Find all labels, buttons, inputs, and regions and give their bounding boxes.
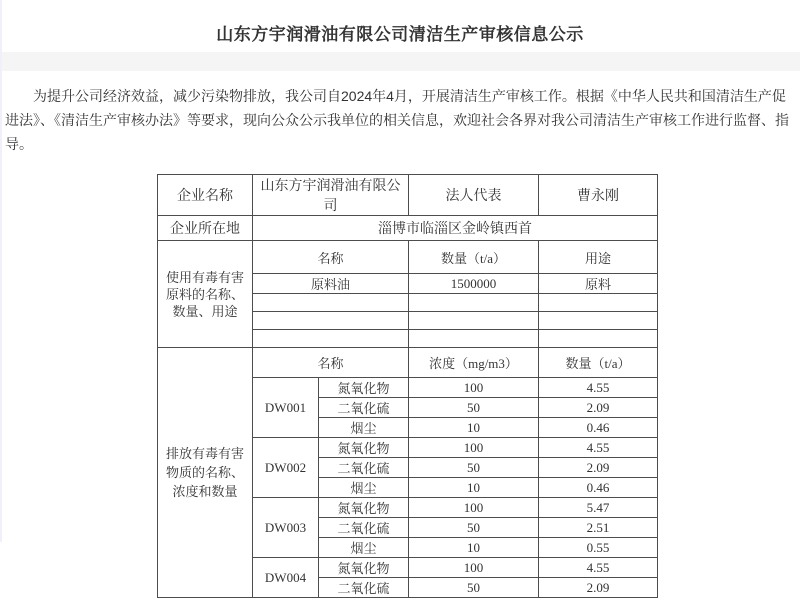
- table-cell: 烟尘: [319, 478, 409, 498]
- company-value-cell: 山东方宇润滑油有限公司: [253, 175, 409, 216]
- table-cell: 50: [409, 518, 539, 538]
- column-header: 数量（t/a）: [409, 241, 539, 274]
- outlet-id-cell: DW004: [253, 558, 319, 598]
- table-row: [158, 175, 658, 216]
- table-row: [158, 241, 658, 274]
- table-cell: 10: [409, 538, 539, 558]
- table-cell: 1500000: [409, 274, 539, 294]
- location-value-cell: 淄博市临淄区金岭镇西首: [253, 216, 658, 241]
- legal-rep-label-cell: 法人代表: [409, 175, 539, 216]
- table-cell: 烟尘: [319, 418, 409, 438]
- table-cell: 氮氧化物: [319, 498, 409, 518]
- company-label-cell: 企业名称: [158, 175, 253, 216]
- outlet-id-cell: DW003: [253, 498, 319, 558]
- row-label-materials: 使用有毒有害原料的名称、数量、用途: [158, 241, 253, 348]
- table-cell: 0.55: [539, 538, 658, 558]
- column-header: 用途: [539, 241, 658, 274]
- table-cell: 原料油: [253, 274, 409, 294]
- outlet-id-cell: DW002: [253, 438, 319, 498]
- column-header: 浓度（mg/m3）: [409, 348, 539, 378]
- table-cell: [253, 294, 409, 312]
- intro-paragraph: 为提升公司经济效益，减少污染物排放，我公司自2024年4月，开展清洁生产审核工作。根据《中华人民共和国清洁生产促进法》、《清洁生产审核办法》等要求，现向公众公示我单位的相关信息，欢迎社会各界对我公司清洁生产审核工作进行监督、指导。: [5, 88, 789, 152]
- table-cell: 100: [409, 378, 539, 398]
- table-cell: 氮氧化物: [319, 378, 409, 398]
- table-cell: 50: [409, 398, 539, 418]
- table-cell: 100: [409, 558, 539, 578]
- table-cell: [409, 294, 539, 312]
- column-header: 名称: [253, 241, 409, 274]
- table-cell: 原料: [539, 274, 658, 294]
- table-cell: [409, 312, 539, 330]
- table-cell: 100: [409, 498, 539, 518]
- table-cell: 2.09: [539, 578, 658, 598]
- table-cell: 0.46: [539, 478, 658, 498]
- page-header: [0, 0, 800, 52]
- page-left-edge: [0, 0, 2, 542]
- table-cell: [253, 312, 409, 330]
- legal-rep-value-cell: 曹永刚: [539, 175, 658, 216]
- table-cell: 2.51: [539, 518, 658, 538]
- row-label-emissions: 排放有毒有害物质的名称、浓度和数量: [158, 348, 253, 598]
- table-cell: 二氧化硫: [319, 518, 409, 538]
- table-cell: 10: [409, 478, 539, 498]
- table-cell: 100: [409, 438, 539, 458]
- table-cell: 50: [409, 578, 539, 598]
- table-cell: [539, 294, 658, 312]
- table-cell: 氮氧化物: [319, 558, 409, 578]
- column-header: 数量（t/a）: [539, 348, 658, 378]
- outlet-id-cell: DW001: [253, 378, 319, 438]
- table-cell: [539, 330, 658, 348]
- table-row: [158, 216, 658, 241]
- table-cell: [253, 330, 409, 348]
- table-cell: [539, 312, 658, 330]
- table-cell: 二氧化硫: [319, 398, 409, 418]
- table-cell: 氮氧化物: [319, 438, 409, 458]
- table-cell: 2.09: [539, 398, 658, 418]
- table-cell: 4.55: [539, 378, 658, 398]
- divider-band: [0, 52, 800, 71]
- table-cell: 0.46: [539, 418, 658, 438]
- table-cell: [409, 330, 539, 348]
- table-cell: 4.55: [539, 558, 658, 578]
- table-cell: 二氧化硫: [319, 578, 409, 598]
- table-cell: 2.09: [539, 458, 658, 478]
- table-cell: 烟尘: [319, 538, 409, 558]
- page-title: 山东方宇润滑油有限公司清洁生产审核信息公示: [216, 25, 584, 44]
- table-cell: 4.55: [539, 438, 658, 458]
- table-row: [158, 348, 658, 378]
- table-cell: 10: [409, 418, 539, 438]
- column-header: 名称: [253, 348, 409, 378]
- table-cell: 50: [409, 458, 539, 478]
- location-label-cell: 企业所在地: [158, 216, 253, 241]
- table-cell: 5.47: [539, 498, 658, 518]
- table-cell: 二氧化硫: [319, 458, 409, 478]
- info-table: [157, 174, 658, 598]
